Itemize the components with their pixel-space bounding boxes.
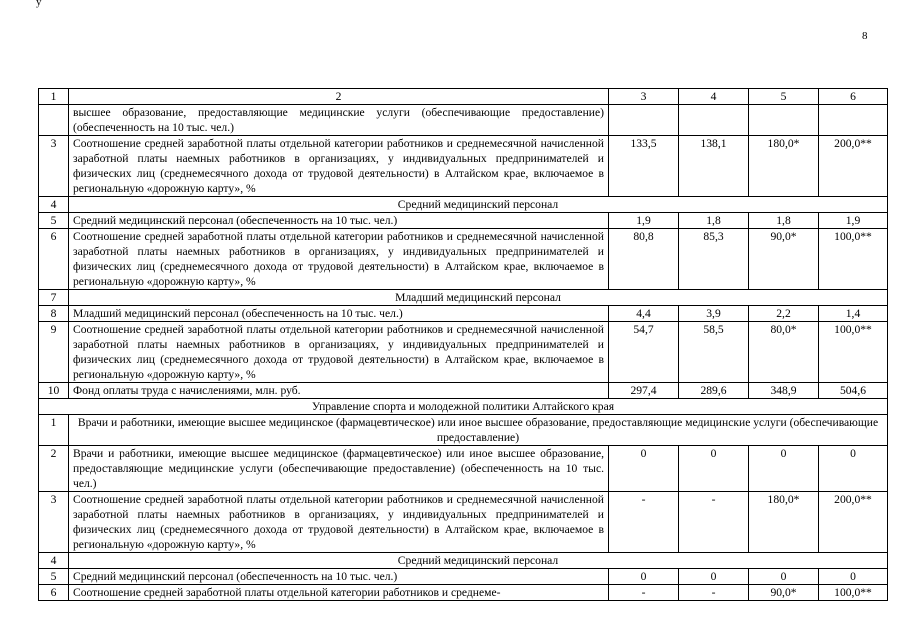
row-number: 5 xyxy=(39,213,69,229)
indicator-value: 100,0** xyxy=(819,322,888,383)
indicator-value: 58,5 xyxy=(679,322,749,383)
row-number: 3 xyxy=(39,492,69,553)
row-number: 3 xyxy=(39,136,69,197)
row-number: 9 xyxy=(39,322,69,383)
indicators-table xyxy=(38,88,888,601)
indicator-value: 0 xyxy=(609,569,679,585)
table-row xyxy=(39,306,888,322)
header-cell: 5 xyxy=(749,89,819,105)
indicator-value: 3,9 xyxy=(679,306,749,322)
table-row xyxy=(39,197,888,213)
table-row xyxy=(39,492,888,553)
table-row xyxy=(39,415,888,446)
corner-mark: у xyxy=(36,0,42,8)
indicator-value: 180,0* xyxy=(749,136,819,197)
indicator-value: 80,8 xyxy=(609,229,679,290)
indicator-value: 0 xyxy=(819,569,888,585)
row-number: 5 xyxy=(39,569,69,585)
indicator-value: - xyxy=(679,492,749,553)
section-title: Младший медицинский персонал xyxy=(69,290,888,306)
table-row xyxy=(39,383,888,399)
row-number: 4 xyxy=(39,197,69,213)
table-row xyxy=(39,585,888,601)
section-title: Средний медицинский персонал xyxy=(69,553,888,569)
page-number: 8 xyxy=(862,30,868,42)
indicator-value: 2,2 xyxy=(749,306,819,322)
indicator-value: 4,4 xyxy=(609,306,679,322)
indicator-value: 0 xyxy=(679,446,749,492)
indicator-value: 138,1 xyxy=(679,136,749,197)
indicator-name: Средний медицинский персонал (обеспеченность на 10 тыс. чел.) xyxy=(69,569,609,585)
indicator-value: 90,0* xyxy=(749,229,819,290)
table-row xyxy=(39,553,888,569)
row-number: 6 xyxy=(39,585,69,601)
table-row xyxy=(39,446,888,492)
indicator-value: 54,7 xyxy=(609,322,679,383)
indicator-value: 85,3 xyxy=(679,229,749,290)
row-number xyxy=(39,105,69,136)
row-number: 8 xyxy=(39,306,69,322)
row-number: 7 xyxy=(39,290,69,306)
indicator-value: 0 xyxy=(609,446,679,492)
table-row xyxy=(39,399,888,415)
indicator-value: 0 xyxy=(749,446,819,492)
indicator-value: 0 xyxy=(819,446,888,492)
table-row xyxy=(39,229,888,290)
indicator-value xyxy=(679,105,749,136)
indicator-value: 289,6 xyxy=(679,383,749,399)
indicator-name: Соотношение средней заработной платы отдельной категории работников и среднеме- xyxy=(69,585,609,601)
indicator-value: 1,8 xyxy=(679,213,749,229)
indicator-name: Средний медицинский персонал (обеспеченность на 10 тыс. чел.) xyxy=(69,213,609,229)
indicator-value: 0 xyxy=(749,569,819,585)
table-row xyxy=(39,213,888,229)
indicator-name: Соотношение средней заработной платы отдельной категории работников и среднемесячной начисленной заработной платы наемных работников в организациях, у индивидуальных предпринимателей и физических лиц (среднемесячного дохода от трудовой деятельности) в Алтайском крае, включаемое в региональную «дорожную карту», % xyxy=(69,229,609,290)
indicator-value: - xyxy=(609,585,679,601)
header-cell: 2 xyxy=(69,89,609,105)
row-number: 4 xyxy=(39,553,69,569)
indicator-value: 0 xyxy=(679,569,749,585)
indicator-value xyxy=(609,105,679,136)
indicator-value: 90,0* xyxy=(749,585,819,601)
table-row xyxy=(39,322,888,383)
indicator-value: 80,0* xyxy=(749,322,819,383)
table-body xyxy=(39,105,888,601)
table-row xyxy=(39,569,888,585)
section-title: Управление спорта и молодежной политики Алтайского края xyxy=(39,399,888,415)
indicator-name: Младший медицинский персонал (обеспеченность на 10 тыс. чел.) xyxy=(69,306,609,322)
table-row xyxy=(39,136,888,197)
indicator-value: 348,9 xyxy=(749,383,819,399)
indicator-value: 1,9 xyxy=(609,213,679,229)
table-row xyxy=(39,290,888,306)
row-number: 1 xyxy=(39,415,69,446)
indicator-name: Соотношение средней заработной платы отдельной категории работников и среднемесячной начисленной заработной платы наемных работников в организациях, у индивидуальных предпринимателей и физических лиц (среднемесячного дохода от трудовой деятельности) в Алтайском крае, включаемое в региональную «дорожную карту», % xyxy=(69,136,609,197)
indicator-value: - xyxy=(609,492,679,553)
indicator-value: 200,0** xyxy=(819,136,888,197)
indicator-value: 504,6 xyxy=(819,383,888,399)
section-title: Врачи и работники, имеющие высшее медицинское (фармацевтическое) или иное высшее образование, предоставляющие медицинские услуги (обеспечивающие предоставление) xyxy=(69,415,888,446)
indicator-value: 297,4 xyxy=(609,383,679,399)
header-cell: 6 xyxy=(819,89,888,105)
indicator-value: 100,0** xyxy=(819,229,888,290)
header-cell: 4 xyxy=(679,89,749,105)
indicator-name: Соотношение средней заработной платы отдельной категории работников и среднемесячной начисленной заработной платы наемных работников в организациях, у индивидуальных предпринимателей и физических лиц (среднемесячного дохода от трудовой деятельности) в Алтайском крае, включаемое в региональную «дорожную карту», % xyxy=(69,492,609,553)
indicator-value: 133,5 xyxy=(609,136,679,197)
header-cell: 3 xyxy=(609,89,679,105)
indicator-name: Соотношение средней заработной платы отдельной категории работников и среднемесячной начисленной заработной платы наемных работников в организациях, у индивидуальных предпринимателей и физических лиц (среднемесячного дохода от трудовой деятельности) в Алтайском крае, включаемое в региональную «дорожную карту», % xyxy=(69,322,609,383)
indicator-value xyxy=(749,105,819,136)
row-number: 6 xyxy=(39,229,69,290)
row-number: 2 xyxy=(39,446,69,492)
indicator-value: 1,4 xyxy=(819,306,888,322)
indicator-value: 100,0** xyxy=(819,585,888,601)
indicator-value xyxy=(819,105,888,136)
header-cell: 1 xyxy=(39,89,69,105)
header-row xyxy=(39,89,888,105)
row-number: 10 xyxy=(39,383,69,399)
indicator-value: - xyxy=(679,585,749,601)
indicator-value: 180,0* xyxy=(749,492,819,553)
section-title: Средний медицинский персонал xyxy=(69,197,888,213)
indicator-name: Фонд оплаты труда с начислениями, млн. руб. xyxy=(69,383,609,399)
indicator-name: Врачи и работники, имеющие высшее медицинское (фармацевтическое) или иное высшее образование, предоставляющие медицинские услуги (обеспечивающие предоставление) (обеспеченность на 10 тыс. чел.) xyxy=(69,446,609,492)
indicator-value: 1,9 xyxy=(819,213,888,229)
indicator-name: высшее образование, предоставляющие медицинские услуги (обеспечивающие предоставление) (обеспеченность на 10 тыс. чел.) xyxy=(69,105,609,136)
indicator-value: 200,0** xyxy=(819,492,888,553)
table-row xyxy=(39,105,888,136)
indicator-value: 1,8 xyxy=(749,213,819,229)
